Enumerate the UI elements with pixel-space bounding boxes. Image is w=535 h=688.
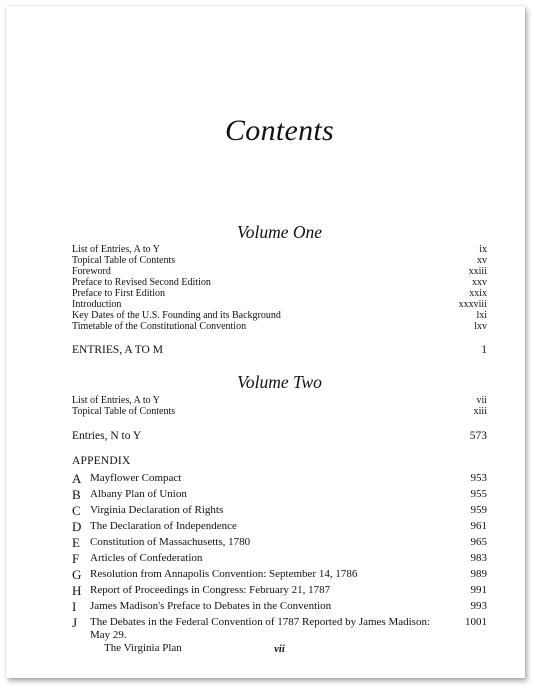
appendix-title: Articles of Confederation — [90, 552, 203, 564]
toc-entry-label: Preface to Revised Second Edition — [72, 277, 211, 288]
appendix-title: Albany Plan of Union — [90, 488, 187, 500]
toc-entry-page: 1 — [481, 344, 487, 356]
appendix-subtitle: The Virginia Plan — [104, 642, 182, 654]
toc-row[interactable] — [72, 406, 487, 417]
appendix-page: 1001 — [465, 616, 487, 628]
toc-row[interactable] — [72, 266, 487, 277]
appendix-title: The Debates in the Federal Convention of 1787 Reported by James Madison: May 29. — [90, 616, 431, 641]
toc-row[interactable] — [72, 395, 487, 406]
appendix-row[interactable] — [72, 504, 487, 517]
toc-main-entry[interactable] — [72, 431, 487, 442]
toc-main-entry[interactable] — [72, 345, 487, 356]
toc-entry-page: xxxviii — [458, 299, 487, 310]
toc-entry-page: lxv — [474, 321, 487, 332]
appendix-page: 983 — [470, 552, 487, 564]
toc-entry-label: List of Entries, A to Y — [72, 395, 160, 406]
appendix-title: Mayflower Compact — [90, 472, 182, 484]
page-title: Contents — [224, 114, 335, 147]
appendix-row[interactable] — [72, 488, 487, 501]
toc-row[interactable] — [72, 321, 487, 332]
appendix-page: 961 — [470, 520, 487, 532]
appendix-page: 965 — [470, 536, 487, 548]
appendix-row[interactable] — [72, 568, 487, 581]
appendix-letter: J — [72, 615, 78, 630]
toc-entry-label: Topical Table of Contents — [72, 255, 176, 266]
volume-one-heading: Volume One — [236, 222, 323, 242]
appendix-row[interactable] — [72, 520, 487, 533]
toc-entry-label: Topical Table of Contents — [72, 406, 176, 417]
appendix-letter: G — [72, 567, 82, 582]
appendix-page: 955 — [470, 488, 487, 500]
toc-entry-page: ix — [479, 244, 487, 255]
appendix-title: Virginia Declaration of Rights — [90, 504, 224, 516]
appendix-letter: C — [72, 503, 81, 518]
toc-entry-label: Timetable of the Constitutional Convention — [72, 321, 247, 332]
toc-entry-page: xxiii — [468, 266, 487, 277]
appendix-letter: I — [72, 599, 77, 614]
volume-two-heading: Volume Two — [237, 372, 322, 392]
appendix-letter: A — [72, 471, 82, 486]
appendix-row[interactable] — [72, 472, 487, 485]
toc-entry-page: xxix — [469, 288, 487, 299]
toc-entry-label: Introduction — [72, 299, 122, 310]
appendix-page: 953 — [470, 472, 487, 484]
toc-entry-label: Entries, N to Y — [72, 430, 142, 442]
appendix-title: Constitution of Massachusetts, 1780 — [90, 536, 251, 548]
appendix-title: Resolution from Annapolis Convention: September 14, 1786 — [90, 568, 358, 580]
toc-entry-label: Key Dates of the U.S. Founding and its Background — [72, 310, 281, 321]
appendix-page: 991 — [470, 584, 487, 596]
toc-entry-label: List of Entries, A to Y — [72, 244, 160, 255]
toc-entry-page: 573 — [469, 430, 487, 442]
appendix-title: Report of Proceedings in Congress: February 21, 1787 — [90, 584, 331, 596]
appendix-page: 989 — [470, 568, 487, 580]
toc-entry-page: xv — [477, 255, 487, 266]
toc-entry-page: lxi — [476, 310, 487, 321]
appendix-row[interactable] — [72, 536, 487, 549]
toc-row[interactable] — [72, 299, 487, 310]
book-page — [6, 6, 525, 678]
page-number: vii — [274, 644, 285, 655]
toc-row[interactable] — [72, 310, 487, 321]
appendix-page: 993 — [470, 600, 487, 612]
appendix-letter: B — [72, 487, 81, 502]
toc-entry-label: Preface to First Edition — [72, 288, 166, 299]
toc-entry-label: ENTRIES, A TO M — [72, 344, 163, 356]
appendix-letter: D — [72, 519, 82, 534]
toc-entry-page: xxv — [472, 277, 487, 288]
toc-row[interactable] — [72, 288, 487, 299]
appendix-title: The Declaration of Independence — [90, 520, 237, 532]
toc-row[interactable] — [72, 244, 487, 255]
appendix-row[interactable] — [72, 552, 487, 565]
appendix-page: 959 — [470, 504, 487, 516]
toc-row[interactable] — [72, 277, 487, 288]
appendix-letter: F — [72, 551, 80, 566]
appendix-title: James Madison's Preface to Debates in the Convention — [90, 600, 332, 612]
appendix-heading: APPENDIX — [72, 455, 131, 467]
toc-entry-label: Foreword — [72, 266, 111, 277]
appendix-letter: E — [72, 535, 80, 550]
toc-entry-page: xiii — [473, 406, 487, 417]
toc-entry-page: vii — [476, 395, 487, 406]
toc-row[interactable] — [72, 255, 487, 266]
appendix-letter: H — [72, 583, 82, 598]
appendix-row[interactable] — [72, 600, 487, 613]
appendix-row[interactable] — [72, 584, 487, 597]
